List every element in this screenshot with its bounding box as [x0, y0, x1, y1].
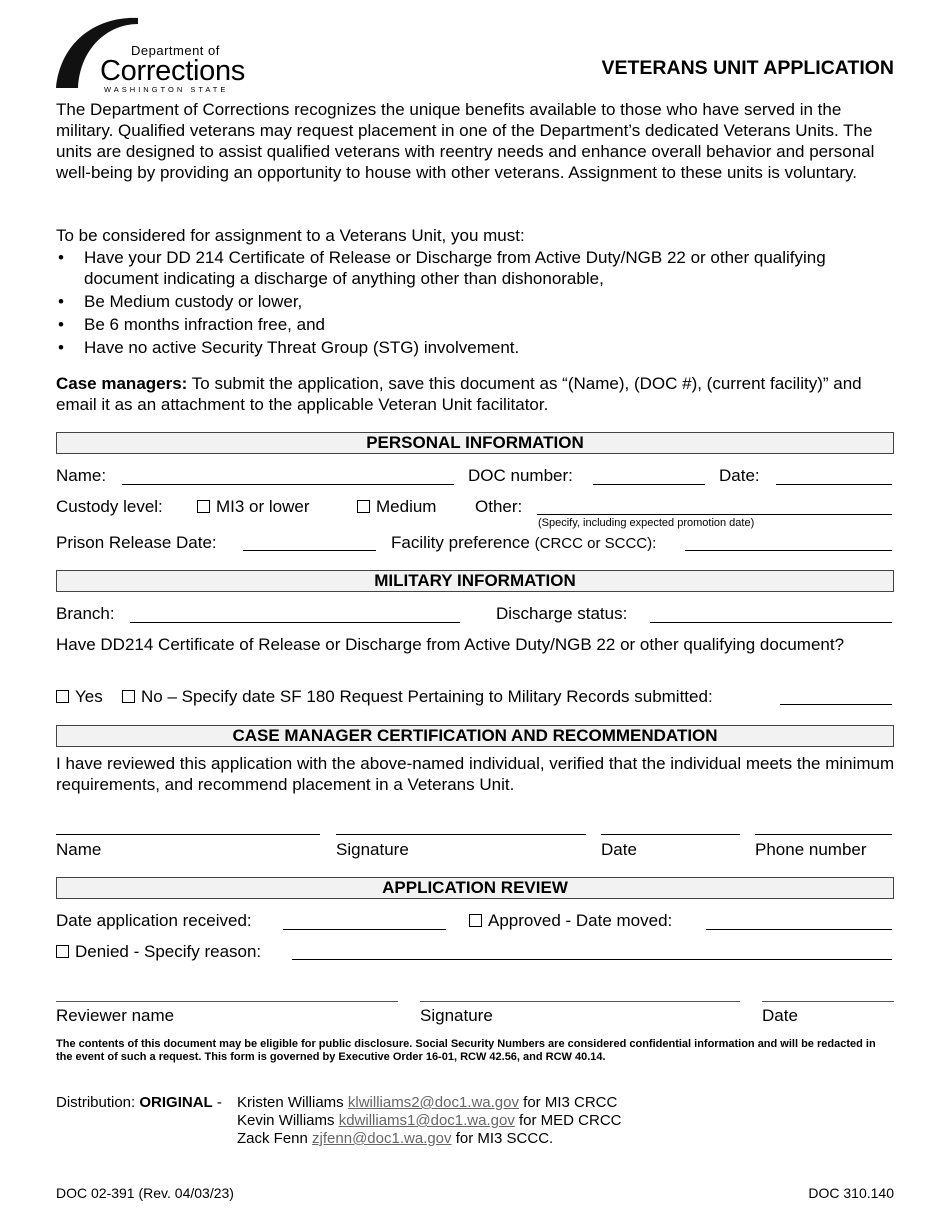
personal-information-heading: PERSONAL INFORMATION [56, 432, 894, 454]
facility-hint: (CRCC or SCCC): [534, 535, 657, 552]
date-field[interactable] [776, 484, 892, 485]
doc-number-label: DOC number: [468, 466, 573, 485]
case-managers-text: To submit the application, save this document as “(Name), (DOC #), (current facility)” and email it as an attachment to the applicable Veteran Unit facilitator. [56, 374, 862, 414]
discharge-status-field[interactable] [650, 622, 892, 623]
distribution-original: ORIGINAL [139, 1094, 213, 1111]
other-label: Other: [475, 497, 523, 516]
distribution-recipient: Kristen Williams klwilliams2@doc1.wa.gov for MI3 CRCC [237, 1094, 618, 1111]
application-review-heading: APPLICATION REVIEW [56, 877, 894, 899]
cm-phone-field[interactable] [755, 834, 892, 835]
policy-number: DOC 310.140 [808, 1185, 894, 1201]
distribution-recipient: Zack Fenn zjfenn@doc1.wa.gov for MI3 SCCC. [237, 1130, 554, 1147]
checkbox[interactable] [197, 500, 210, 513]
list-item: • Have no active Security Threat Group (STG) involvement. [58, 338, 520, 357]
checkbox[interactable] [357, 500, 370, 513]
checkbox[interactable] [56, 690, 69, 703]
denied-option[interactable]: Denied - Specify reason: [56, 941, 261, 962]
cm-signature-label: Signature [336, 840, 409, 859]
intro-paragraph: The Department of Corrections recognizes the unique benefits available to those who have served in the military. Qualified veterans may request placement in one of the Department’s dedicated Veterans Units. The units are designed to assist qualified veterans with reentry needs and enhance overall behavior and personal well-being by providing an opportunity to house with other veterans. Assignment to these units is voluntary. [56, 100, 875, 182]
custody-medium-option[interactable]: Medium [357, 496, 436, 517]
doc-number-field[interactable] [593, 484, 705, 485]
form-number: DOC 02-391 (Rev. 04/03/23) [56, 1185, 234, 1201]
cm-date-field[interactable] [601, 834, 740, 835]
email-link[interactable]: klwilliams2@doc1.wa.gov [347, 1094, 519, 1111]
list-item: • Be 6 months infraction free, and [58, 315, 325, 334]
discharge-status-label: Discharge status: [496, 604, 628, 623]
military-information-heading: MILITARY INFORMATION [56, 570, 894, 592]
distribution-label: Distribution: [56, 1094, 136, 1111]
name-field[interactable] [122, 484, 454, 485]
logo-line-1: Department of [131, 43, 220, 58]
checkbox[interactable] [56, 945, 69, 958]
custody-level-label: Custody level: [56, 497, 163, 516]
dd214-no-option[interactable]: No – Specify date SF 180 Request Pertaining to Military Records submitted: [122, 686, 713, 707]
cm-date-label: Date [601, 840, 637, 859]
reviewer-name-label: Reviewer name [56, 1006, 175, 1025]
certification-heading: CASE MANAGER CERTIFICATION AND RECOMMENDATION [56, 725, 894, 747]
disclosure-notice: The contents of this document may be eligible for public disclosure. Social Security Numbers are considered confidential information and will be redacted in the event of such a request. This form is governed by Executive Order 16-01, RCW 42.56, and RCW 40.14. [56, 1038, 876, 1063]
review-date-field[interactable] [762, 1001, 894, 1002]
checkbox[interactable] [122, 690, 135, 703]
bullet-icon: • [58, 248, 64, 267]
distribution-block: Distribution: ORIGINAL - [56, 1094, 222, 1111]
case-managers-label: Case managers: [56, 374, 188, 393]
facility-preference-label: Facility preference (CRCC or SCCC): [391, 533, 657, 552]
date-received-label: Date application received: [56, 911, 252, 930]
logo-line-2: Corrections [100, 55, 245, 87]
requirements-list [56, 247, 836, 360]
department-logo [56, 14, 246, 94]
sf180-date-field[interactable] [780, 704, 892, 705]
certification-text: I have reviewed this application with the above-named individual, verified that the individual meets the minimum requirements, and recommend placement in a Veterans Unit. [56, 754, 895, 794]
bullet-icon: • [58, 338, 64, 357]
cm-name-label: Name [56, 840, 102, 859]
facility-preference-field[interactable] [685, 550, 892, 551]
review-date-label: Date [762, 1006, 798, 1025]
email-link[interactable]: zjfenn@doc1.wa.gov [312, 1130, 452, 1147]
other-hint: (Specify, including expected promotion date) [538, 517, 755, 529]
other-field[interactable] [537, 514, 892, 515]
reviewer-signature-label: Signature [420, 1006, 493, 1025]
bullet-icon: • [58, 315, 64, 334]
email-link[interactable]: kdwilliams1@doc1.wa.gov [338, 1112, 515, 1129]
dd214-yes-option[interactable]: Yes [56, 686, 103, 707]
dd214-question: Have DD214 Certificate of Release or Discharge from Active Duty/NGB 22 or other qualifying document? [56, 635, 845, 654]
cm-signature-field[interactable] [336, 834, 586, 835]
reviewer-signature-field[interactable] [420, 1001, 740, 1002]
release-date-field[interactable] [243, 550, 376, 551]
denied-reason-field[interactable] [292, 959, 892, 960]
custody-mi3-option[interactable]: MI3 or lower [197, 496, 310, 517]
distribution-recipient: Kevin Williams kdwilliams1@doc1.wa.gov for MED CRCC [237, 1112, 622, 1129]
case-managers-note [56, 373, 886, 415]
release-date-label: Prison Release Date: [56, 533, 217, 552]
branch-label: Branch: [56, 604, 115, 623]
cm-name-field[interactable] [56, 834, 320, 835]
date-label: Date: [719, 466, 760, 485]
date-moved-field[interactable] [706, 929, 892, 930]
requirements-lead: To be considered for assignment to a Veterans Unit, you must: [56, 226, 525, 245]
checkbox[interactable] [469, 914, 482, 927]
reviewer-name-field[interactable] [56, 1001, 398, 1002]
branch-field[interactable] [130, 622, 460, 623]
list-item: • Have your DD 214 Certificate of Release or Discharge from Active Duty/NGB 22 or other qualifying document indicating a discharge of anything other than dishonorable, [58, 248, 826, 288]
approved-option[interactable]: Approved - Date moved: [469, 910, 672, 931]
name-label: Name: [56, 466, 107, 485]
form-title: VETERANS UNIT APPLICATION [601, 57, 894, 79]
list-item: • Be Medium custody or lower, [58, 292, 303, 311]
logo-line-3: WASHINGTON STATE [104, 85, 229, 94]
bullet-icon: • [58, 292, 64, 311]
cm-phone-label: Phone number [755, 840, 867, 859]
date-received-field[interactable] [283, 929, 446, 930]
